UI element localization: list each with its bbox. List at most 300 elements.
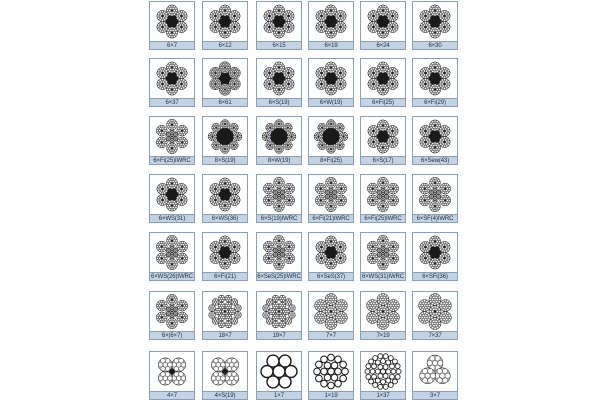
- wire: [421, 139, 423, 141]
- wire: [293, 307, 295, 309]
- wire: [441, 68, 443, 70]
- wire: [446, 257, 448, 259]
- wire: [171, 128, 173, 130]
- wire: [277, 33, 279, 35]
- wire: [219, 188, 221, 190]
- wire: [271, 260, 273, 262]
- wire: [229, 321, 231, 323]
- wire: [228, 182, 230, 184]
- wire: [322, 248, 324, 250]
- wire: [323, 11, 325, 13]
- wire: [273, 83, 275, 85]
- wire: [436, 143, 438, 145]
- wire: [334, 91, 336, 93]
- wire: [182, 197, 184, 199]
- wire: [183, 184, 185, 186]
- wire: [231, 310, 233, 312]
- wire: [440, 185, 442, 187]
- wire: [327, 150, 329, 152]
- wire: [335, 246, 337, 248]
- wire: [395, 139, 397, 141]
- wire: [432, 244, 434, 246]
- wire: [321, 130, 323, 132]
- wire: [334, 205, 336, 207]
- wire: [338, 316, 340, 318]
- wire: [338, 248, 340, 250]
- wire: [285, 30, 287, 32]
- wire: [178, 11, 180, 13]
- wire: [441, 26, 443, 28]
- wire: [318, 253, 320, 255]
- wire: [421, 13, 423, 15]
- wire: [422, 184, 424, 186]
- wire: [323, 257, 325, 259]
- wire: [322, 203, 324, 205]
- wire: [238, 199, 240, 201]
- wire: [268, 192, 270, 194]
- wire: [229, 199, 231, 201]
- wire: [422, 130, 424, 132]
- wire: [421, 255, 423, 257]
- wire: [226, 13, 228, 15]
- wire: [339, 241, 341, 243]
- wire: [433, 242, 435, 244]
- wire: [331, 242, 333, 244]
- wire: [271, 76, 273, 78]
- wire: [173, 9, 175, 11]
- wire: [237, 244, 239, 246]
- wire: [435, 148, 437, 150]
- wire: [169, 236, 171, 238]
- wire: [161, 87, 163, 89]
- wire: [276, 28, 278, 30]
- wire: [340, 195, 342, 197]
- wire: [266, 22, 268, 24]
- wire: [341, 81, 343, 83]
- wire: [286, 184, 288, 186]
- wire: [384, 70, 386, 72]
- wire: [180, 72, 182, 74]
- wire: [290, 22, 292, 24]
- wire: [432, 124, 434, 126]
- wire: [372, 253, 374, 255]
- wire: [237, 307, 239, 309]
- wire: [332, 310, 334, 312]
- wire: [175, 240, 177, 242]
- wire: [394, 72, 396, 74]
- wire: [178, 68, 180, 70]
- wire: [436, 6, 438, 8]
- wire: [286, 242, 288, 244]
- rope-cross-section-icon: [413, 2, 457, 41]
- wire: [440, 188, 442, 190]
- wire: [341, 314, 343, 316]
- wire: [173, 302, 175, 304]
- wire: [441, 253, 443, 255]
- wire: [265, 24, 267, 26]
- wire: [171, 93, 173, 95]
- wire: [426, 196, 428, 198]
- wire: [333, 121, 335, 123]
- wire: [164, 19, 166, 21]
- wire: [421, 244, 423, 246]
- wire: [180, 67, 182, 69]
- wire: [328, 202, 330, 204]
- wire: [282, 207, 284, 209]
- wire: [163, 85, 165, 87]
- wire: [233, 301, 235, 303]
- wire: [282, 265, 284, 267]
- wire: [287, 26, 289, 28]
- wire: [336, 129, 338, 131]
- wire: [323, 253, 325, 255]
- wire: [435, 90, 437, 92]
- wire: [182, 81, 184, 83]
- wire: [291, 13, 293, 15]
- wire: [264, 197, 266, 199]
- wire: [231, 246, 233, 248]
- wire: [175, 145, 177, 147]
- wire: [165, 70, 167, 72]
- wire: [335, 197, 336, 198]
- wire: [370, 11, 372, 13]
- wire: [336, 255, 338, 257]
- wire: [372, 72, 374, 74]
- wire: [172, 30, 174, 32]
- wire: [436, 178, 438, 180]
- wire: [434, 14, 436, 16]
- wire: [383, 126, 385, 128]
- wire: [441, 137, 443, 139]
- wire: [173, 85, 175, 87]
- wire: [291, 145, 293, 147]
- wire: [371, 70, 373, 72]
- wire: [227, 71, 229, 73]
- wire: [212, 74, 214, 76]
- wire: [163, 190, 165, 192]
- wire: [331, 199, 332, 200]
- wire: [330, 315, 332, 317]
- wire: [178, 26, 180, 28]
- wire: [183, 26, 185, 28]
- wire: [439, 257, 441, 259]
- wire: [276, 303, 278, 305]
- wire: [280, 306, 282, 308]
- wire: [430, 122, 432, 124]
- wire: [424, 130, 426, 132]
- wire: [276, 310, 278, 312]
- wire: [317, 17, 319, 19]
- wire: [234, 76, 236, 78]
- wire: [436, 66, 438, 68]
- wire: [236, 30, 238, 32]
- wire: [375, 30, 377, 32]
- wire: [325, 310, 327, 312]
- wire: [342, 191, 344, 193]
- wire: [323, 83, 325, 85]
- wire: [322, 17, 324, 19]
- wire: [443, 67, 445, 69]
- rope-construction-label: 6×61: [202, 98, 248, 107]
- rope-cross-section-icon: [150, 59, 194, 98]
- wire: [227, 297, 229, 299]
- wire: [420, 190, 422, 192]
- wire: [443, 252, 445, 254]
- wire: [394, 87, 396, 89]
- wire: [334, 29, 336, 31]
- wire: [370, 249, 372, 251]
- wire: [426, 191, 428, 193]
- wire: [322, 259, 324, 261]
- wire: [371, 128, 373, 130]
- wire: [428, 81, 430, 83]
- wire: [177, 130, 179, 132]
- rope-construction-label: 6×SeS(25)IWRC: [257, 274, 301, 280]
- wire: [272, 24, 274, 26]
- wire: [290, 254, 292, 256]
- wire: [330, 84, 332, 86]
- wire: [173, 13, 175, 15]
- wire: [222, 208, 224, 210]
- wire: [394, 134, 396, 136]
- wire: [389, 79, 391, 81]
- wire: [343, 255, 345, 257]
- wire: [434, 186, 436, 188]
- wire: [338, 70, 340, 72]
- wire: [180, 15, 182, 17]
- wire: [284, 297, 286, 299]
- wire: [422, 79, 424, 81]
- wire: [422, 83, 424, 85]
- wire: [287, 136, 289, 138]
- wire: [318, 72, 320, 74]
- wire: [171, 255, 172, 256]
- wire: [330, 193, 331, 194]
- wire: [177, 307, 179, 309]
- wire: [328, 92, 330, 94]
- wire: [331, 296, 333, 298]
- wire: [335, 83, 337, 85]
- wire: [225, 239, 227, 241]
- wire: [382, 255, 383, 256]
- wire: [427, 72, 429, 74]
- rope-construction-label: 6×WS(36): [202, 214, 248, 223]
- wire: [280, 299, 282, 301]
- wire: [232, 318, 234, 320]
- wire: [279, 65, 281, 67]
- wire: [163, 13, 165, 15]
- wire: [159, 83, 161, 85]
- wire: [371, 85, 373, 87]
- wire: [172, 316, 173, 317]
- wire: [210, 133, 212, 135]
- wire: [423, 13, 425, 15]
- wire: [275, 193, 276, 194]
- wire: [225, 84, 227, 86]
- rope-cross-section-image: [360, 174, 406, 214]
- wire: [332, 244, 334, 246]
- wire: [448, 15, 450, 17]
- wire: [266, 127, 268, 129]
- rope-cross-section-icon: [309, 292, 353, 331]
- wire: [211, 13, 213, 15]
- wire: [378, 7, 380, 9]
- wire: [212, 68, 214, 70]
- wire: [382, 189, 383, 190]
- wire: [231, 26, 233, 28]
- wire: [164, 302, 166, 304]
- wire: [212, 146, 214, 148]
- wire: [283, 197, 284, 198]
- wire: [223, 94, 225, 96]
- wire: [177, 248, 179, 250]
- wire: [370, 203, 372, 205]
- wire: [178, 30, 180, 32]
- wire: [158, 186, 160, 188]
- wire: [277, 30, 279, 32]
- rope-cross-section-image: [202, 58, 248, 98]
- wire: [317, 248, 319, 250]
- wire: [235, 318, 237, 320]
- wire: [324, 24, 326, 26]
- wire: [220, 238, 222, 240]
- wire: [394, 203, 396, 205]
- wire: [384, 63, 386, 65]
- wire: [268, 262, 270, 264]
- wire: [384, 6, 386, 8]
- wire: [420, 72, 422, 74]
- wire: [378, 149, 380, 151]
- wire: [388, 139, 390, 141]
- wire: [427, 141, 429, 143]
- wire: [237, 255, 239, 257]
- wire: [267, 307, 269, 309]
- wire: [441, 126, 443, 128]
- wire: [216, 186, 218, 188]
- wire: [436, 244, 438, 246]
- wire: [282, 240, 284, 242]
- wire: [440, 17, 442, 19]
- rope-construction-label: 6×SFi(36): [412, 272, 458, 281]
- wire: [237, 186, 239, 188]
- wire: [389, 137, 391, 139]
- wire: [231, 301, 233, 303]
- wire: [434, 36, 436, 38]
- wire: [442, 81, 444, 83]
- wire: [434, 177, 436, 179]
- wire: [164, 195, 166, 197]
- wire: [212, 15, 214, 17]
- wire: [439, 141, 441, 143]
- wire: [186, 305, 188, 307]
- wire: [227, 65, 229, 67]
- wire: [292, 202, 294, 204]
- wire: [238, 309, 240, 311]
- wire: [268, 19, 270, 21]
- wire: [273, 9, 275, 11]
- wire: [330, 306, 332, 308]
- wire: [431, 193, 432, 194]
- wire: [185, 307, 187, 309]
- wire: [175, 320, 177, 322]
- wire: [219, 145, 221, 147]
- wire: [232, 17, 234, 19]
- wire: [342, 19, 344, 21]
- wire: [159, 30, 161, 32]
- wire: [376, 257, 378, 259]
- rope-cross-section-image: [308, 58, 354, 98]
- wire: [213, 244, 215, 246]
- wire: [337, 250, 339, 252]
- wire: [430, 195, 431, 196]
- wire: [438, 203, 440, 205]
- wire: [438, 260, 440, 262]
- wire: [213, 307, 215, 309]
- wire: [432, 128, 434, 130]
- wire: [231, 253, 233, 255]
- wire: [209, 307, 211, 309]
- wire: [438, 7, 440, 9]
- wire: [339, 148, 341, 150]
- wire: [268, 72, 270, 74]
- wire: [165, 13, 167, 15]
- wire: [422, 196, 424, 198]
- wire: [446, 76, 448, 78]
- wire: [271, 148, 273, 150]
- wire: [435, 87, 437, 89]
- wire: [169, 31, 171, 33]
- wire: [386, 7, 388, 9]
- wire: [318, 184, 320, 186]
- wire: [424, 241, 426, 243]
- wire: [236, 261, 238, 263]
- rope-construction-label: 6×(6×7): [149, 331, 195, 340]
- wire: [424, 76, 426, 78]
- rope-construction-label: 6×S(17): [360, 156, 406, 165]
- wire: [323, 79, 325, 81]
- wire: [280, 70, 282, 72]
- wire: [376, 70, 378, 72]
- wire: [344, 15, 346, 17]
- wire: [283, 193, 284, 194]
- wire: [316, 246, 318, 248]
- wire: [270, 261, 272, 263]
- wire: [277, 90, 279, 92]
- wire: [224, 9, 226, 11]
- wire: [291, 139, 293, 141]
- wire: [441, 76, 443, 78]
- wire: [428, 70, 430, 72]
- wire: [436, 121, 438, 123]
- wire: [319, 24, 321, 26]
- wire: [429, 240, 431, 242]
- wire: [443, 241, 445, 243]
- wire: [212, 145, 214, 147]
- wire: [167, 253, 168, 254]
- wire: [332, 88, 334, 90]
- wire: [430, 34, 432, 36]
- wire: [443, 87, 445, 89]
- wire: [376, 143, 378, 145]
- wire: [292, 312, 294, 314]
- wire: [237, 83, 239, 85]
- wire: [230, 24, 232, 26]
- wire: [279, 253, 280, 254]
- wire: [175, 238, 177, 240]
- wire: [331, 195, 332, 196]
- rope-cell: [308, 116, 354, 165]
- wire: [372, 192, 374, 194]
